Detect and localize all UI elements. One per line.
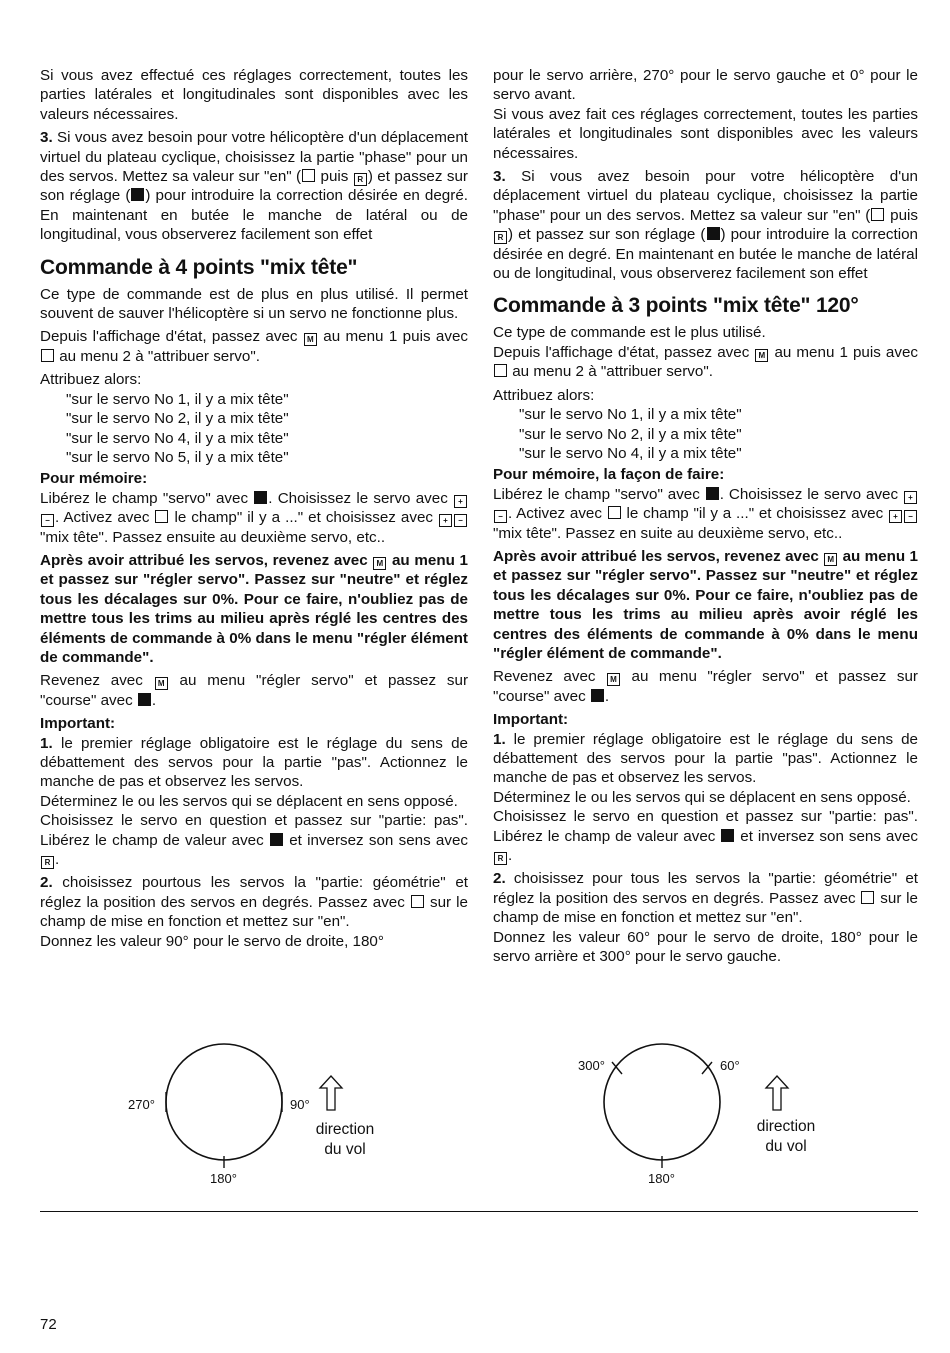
release-key-icon: [707, 227, 720, 240]
edit-key-icon: [411, 895, 424, 908]
left-imp4: 2. choisissez pourtous les servos la "partie: géométrie" et réglez la position des servos en degrés. Passez avec sur le champ de mise en fonction et mettez sur "en".: [40, 874, 469, 931]
minus-key-icon: −: [41, 514, 54, 527]
r-key-icon: R: [354, 173, 367, 186]
course-key-icon: [138, 693, 151, 706]
minus-key-icon: −: [904, 510, 917, 523]
servo-tick-left: [612, 1062, 622, 1074]
right-intro: Si vous avez fait ces réglages correctement, toutes les parties latérales et longitudinales sont disponibles avec les valeurs nécessaires.: [493, 105, 918, 162]
right-item-3: 3. Si vous avez besoin pour votre hélicoptère d'un déplacement virtuel du plateau cyclique, choisissez la partie "phase" pour un des servos. Mettez sa valeur sur "en" ( puis R ) et passez sur son réglage ( ) pour introduire la correction désirée en degré. En maintenant en butée le manche de latéral ou de longitudinal, vous observerez facilement son effet: [493, 168, 918, 283]
left-important: Important:: [40, 715, 116, 733]
minus-key-icon: −: [454, 514, 467, 527]
left-attrib-item: "sur le servo No 5, il y a mix tête": [66, 448, 289, 466]
r-key-icon: R: [494, 231, 507, 244]
left-imp2: Déterminez le ou les servos qui se déplacent en sens opposé.: [40, 792, 458, 810]
diagram3-label-left: 300°: [578, 1058, 605, 1073]
swashplate-circle: [604, 1044, 720, 1160]
edit-key-icon: [608, 506, 621, 519]
plus-key-icon: +: [454, 495, 467, 508]
swashplate-circle: [166, 1044, 282, 1160]
right-imp3: Choisissez le servo en question et passez sur "partie: pas". Libérez le champ de valeur avec et inversez son sens avec R .: [493, 808, 919, 865]
diagram3-label-bottom: 180°: [648, 1171, 675, 1186]
left-imp3: Choisissez le servo en question et passez sur "partie: pas". Libérez le champ de valeur avec et inversez son sens avec R .: [40, 812, 469, 869]
m-key-icon: M: [304, 333, 317, 346]
left-imp1: 1. le premier réglage obligatoire est le réglage du sens de débattement des servos pour la partie "pas". Actionnez le manche de pas et observez les servos.: [40, 734, 468, 791]
m-key-icon: M: [755, 349, 768, 362]
m-key-icon: M: [824, 553, 837, 566]
release-key-icon: [254, 491, 267, 504]
left-heading: Commande à 4 points "mix tête": [40, 255, 358, 279]
left-intro: Si vous avez effectué ces réglages correctement, toutes les parties latérales et longitudinales sont disponibles avec les valeurs nécessaires.: [40, 67, 468, 123]
left-imp5: Donnez les valeur 90° pour le servo de droite, 180°: [40, 932, 384, 950]
right-attrib-intro: Attribuez alors:: [493, 386, 595, 404]
right-imp1: 1. le premier réglage obligatoire est le réglage du sens de débattement des servos pour la partie "pas". Actionnez le manche de pas et observez les servos.: [493, 730, 918, 787]
right-bold-note: Après avoir attribué les servos, revenez avec M au menu 1 et passez sur "régler servo". Passez sur "neutre" et réglez tous les décalages sur 0%. Pour ce faire, n'oubliez pas de mettre tous les trims au milieu après avoir réglé les centres des éléments de commande à 0% dans le menu "régler élément de commande".: [493, 547, 918, 662]
right-important: Important:: [493, 711, 569, 729]
footer-rule: [40, 1211, 918, 1212]
right-return: Revenez avec M au menu "régler servo" et passez sur "course" avec .: [493, 668, 918, 705]
diagram-4-points: [150, 1040, 410, 1190]
left-bold-note: Après avoir attribué les servos, revenez avec M au menu 1 et passez sur "régler servo". Passez sur "neutre" et réglez tous les décalages sur 0%. Pour ce faire, n'oubliez pas de mettre tous les trims au milieu après réglé les centres des éléments de commande à 0% dans le menu "régler élément de commande".: [40, 551, 468, 666]
edit-key-icon: [861, 891, 874, 904]
left-memo-title: Pour mémoire:: [40, 470, 148, 488]
plus-key-icon: +: [904, 491, 917, 504]
left-column: [40, 66, 468, 951]
left-memo: Libérez le champ "servo" avec . Choisissez le servo avec +− . Activez avec le champ" il y a ..." et choisissez avec + − "mix tête". Passez ensuite au deuxième servo, etc..: [40, 489, 468, 547]
right-heading: Commande à 3 points "mix tête" 120°: [493, 294, 859, 318]
flight-direction-arrow-icon: [766, 1076, 788, 1110]
m-key-icon: M: [373, 557, 386, 570]
servo-tick-right: [702, 1062, 712, 1074]
plus-key-icon: +: [439, 514, 452, 527]
diagram4-label-bottom: 180°: [210, 1171, 237, 1186]
right-p2: Depuis l'affichage d'état, passez avec M au menu 1 puis avec au menu 2 à "attribuer servo".: [493, 343, 918, 381]
left-return: Revenez avec M au menu "régler servo" et passez sur "course" avec .: [40, 672, 468, 709]
right-imp4: 2. choisissez pour tous les servos la "partie: géométrie" et réglez la position des servos en degrés. Passez avec sur le champ de mise en fonction et mettez sur "en".: [493, 870, 919, 927]
diagram4-label-right: 90°: [290, 1097, 310, 1112]
edit-key-icon: [41, 349, 54, 362]
diagram3-direction: direction du vol: [756, 1118, 816, 1155]
right-p1: Ce type de commande est le plus utilisé.: [493, 324, 766, 342]
diagram4-label-left: 270°: [128, 1097, 155, 1112]
right-column: [493, 66, 918, 966]
release-key-icon: [131, 188, 144, 201]
edit-key-icon: [871, 208, 884, 221]
diagram3-label-right: 60°: [720, 1058, 740, 1073]
m-key-icon: M: [155, 677, 168, 690]
diagram4-direction: direction du vol: [315, 1121, 375, 1158]
right-memo-title: Pour mémoire, la façon de faire:: [493, 466, 725, 484]
page-number: 72: [40, 1316, 57, 1333]
edit-key-icon: [494, 364, 507, 377]
right-attrib-item: "sur le servo No 4, il y a mix tête": [519, 444, 742, 462]
release-key-icon: [706, 487, 719, 500]
left-attrib-intro: Attribuez alors:: [40, 371, 142, 389]
edit-key-icon: [155, 510, 168, 523]
r-key-icon: R: [494, 852, 507, 865]
diagram-3-points: [598, 1040, 828, 1190]
left-p2: Depuis l'affichage d'état, passez avec M au menu 1 puis avec au menu 2 à "attribuer servo".: [40, 328, 468, 365]
minus-key-icon: −: [494, 510, 507, 523]
right-attrib-item: "sur le servo No 1, il y a mix tête": [519, 406, 742, 424]
right-memo: Libérez le champ "servo" avec . Choisissez le servo avec +− . Activez avec le champ "il y a ..." et choisissez avec + − "mix tête". Passez en suite au deuxième servo, etc..: [493, 485, 918, 543]
left-attrib-item: "sur le servo No 4, il y a mix tête": [66, 429, 289, 447]
right-cont: pour le servo arrière, 270° pour le servo gauche et 0° pour le servo avant.: [493, 67, 918, 104]
plus-key-icon: +: [889, 510, 902, 523]
left-attrib-item: "sur le servo No 1, il y a mix tête": [66, 390, 289, 408]
flight-direction-arrow-icon: [320, 1076, 342, 1110]
m-key-icon: M: [607, 673, 620, 686]
right-imp2: Déterminez le ou les servos qui se déplacent en sens opposé.: [493, 788, 911, 806]
release-key-icon: [721, 829, 734, 842]
release-key-icon: [270, 833, 283, 846]
left-item-3: 3. Si vous avez besoin pour votre hélicoptère d'un déplacement virtuel du plateau cyclique, choisissez la partie "phase" pour un des servos. Mettez sa valeur sur "en" ( puis R ) et passez sur son réglage ( ) pour introduire la correction désirée en degré. En maintenant en butée le manche de latéral ou de longitudinal, vous observerez facilement son effet: [40, 129, 468, 244]
course-key-icon: [591, 689, 604, 702]
right-attrib-item: "sur le servo No 2, il y a mix tête": [519, 425, 742, 443]
left-attrib-item: "sur le servo No 2, il y a mix tête": [66, 410, 289, 428]
edit-key-icon: [302, 169, 315, 182]
left-p1: Ce type de commande est de plus en plus utilisé. Il permet souvent de sauver l'hélicoptère si un servo ne fonctionne plus.: [40, 285, 468, 323]
right-imp5: Donnez les valeur 60° pour le servo de droite, 180° pour le servo arrière et 300° pour le servo gauche.: [493, 928, 918, 966]
r-key-icon: R: [41, 856, 54, 869]
